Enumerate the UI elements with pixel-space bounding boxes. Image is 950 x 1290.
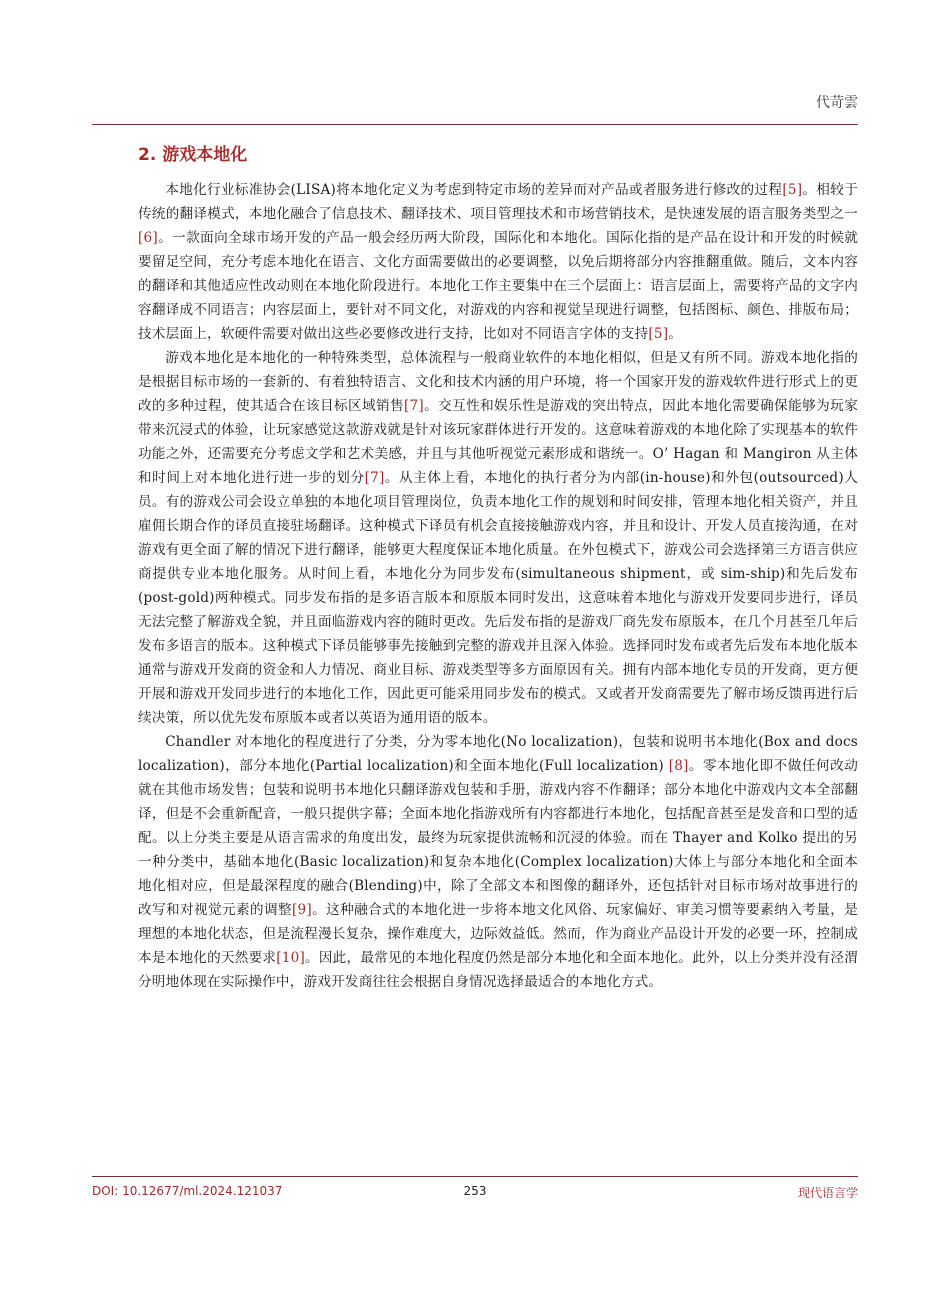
citation-link[interactable]: [5] bbox=[782, 182, 803, 198]
section-heading bbox=[138, 140, 247, 165]
text-run: Chandler 对本地化的程度进行了分类，分为零本地化(No localization)，包装和说明书本地化(Box and docs localization)，部分本地化(Partial localization)和全面本地化(Full localization) bbox=[138, 734, 858, 774]
section-title: 游戏本地化 bbox=[162, 145, 248, 165]
text-run: 。交互性和娱乐性是游戏的突出特点，因此本地化需要确保能够为玩家带来沉浸式的体验，让玩家感觉这款游戏就是针对该玩家群体进行开发的。这意味着游戏的本地化除了实现基本的软件功能之外，还需要充分考虑文学和艺术美感，并且与其他听视觉元素形成和谐统一。O’ Hagan 和 Mangiron 从主体和时间上对本地化进行进一步的划分 bbox=[138, 398, 858, 486]
paragraph bbox=[138, 730, 858, 994]
doi-link[interactable]: DOI: 10.12677/ml.2024.121037 bbox=[92, 1184, 283, 1198]
footer-rule bbox=[92, 1176, 858, 1177]
citation-link[interactable]: [10] bbox=[276, 950, 305, 966]
page-number: 253 bbox=[463, 1184, 487, 1198]
header-rule bbox=[92, 124, 858, 125]
journal-name[interactable]: 现代语言学 bbox=[797, 1186, 858, 1200]
citation-link[interactable]: [9] bbox=[292, 902, 312, 918]
text-run: 。 bbox=[668, 326, 683, 342]
citation-link[interactable]: [8] bbox=[668, 758, 689, 774]
paragraph bbox=[138, 346, 858, 730]
citation-link[interactable]: [7] bbox=[404, 398, 424, 414]
text-run: 本地化行业标准协会(LISA)将本地化定义为考虑到特定市场的差异而对产品或者服务进行修改的过程 bbox=[165, 182, 783, 198]
author-name: 代苛雲 bbox=[816, 95, 858, 111]
text-run: 。这种融合式的本地化进一步将本地文化风俗、玩家偏好、审美习惯等要素纳入考量，是理想的本地化状态，但是流程漫长复杂，操作难度大，边际效益低。然而，作为商业产品设计开发的必要一环，控制成本是本地化的天然要求 bbox=[138, 902, 858, 966]
citation-link[interactable]: [5] bbox=[648, 326, 669, 342]
section-number: 2. bbox=[138, 145, 157, 165]
text-run: 。零本地化即不做任何改动就在其他市场发售；包装和说明书本地化只翻译游戏包装和手册，游戏内容不作翻译；部分本地化中游戏内文本全部翻译，但是不会重新配音，一般只提供字幕；全面本地化指游戏所有内容都进行本地化，包括配音甚至是发音和口型的适配。以上分类主要是从语言需求的角度出发，最终为玩家提供流畅和沉浸的体验。而在 Thayer and Kolko 提出的另一种分类中，基础本地化(Basic localization)和复杂本地化(Complex localization)大体上与部分本地化和全面本地化相对应，但是最深程度的融合(Blending)中，除了全部文本和图像的翻译外，还包括针对目标市场对故事进行的改写和对视觉元素的调整 bbox=[138, 758, 858, 918]
text-run: 游戏本地化是本地化的一种特殊类型，总体流程与一般商业软件的本地化相似，但是又有所不同。游戏本地化指的是根据目标市场的一套新的、有着独特语言、文化和技术内涵的用户环境，将一个国家开发的游戏软件进行形式上的更改的多种过程，使其适合在该目标区域销售 bbox=[138, 350, 858, 414]
text-run: 。一款面向全球市场开发的产品一般会经历两大阶段，国际化和本地化。国际化指的是产品在设计和开发的时候就要留足空间，充分考虑本地化在语言、文化方面需要做出的必要调整，以免后期将部分内容推翻重做。随后，文本内容的翻译和其他适应性改动则在本地化阶段进行。本地化工作主要集中在三个层面上：语言层面上，需要将产品的文字内容翻译成不同语言；内容层面上，要针对不同文化，对游戏的内容和视觉呈现进行调整，包括图标、颜色、排版布局；技术层面上，软硬件需要对做出这些必要修改进行支持，比如对不同语言字体的支持 bbox=[138, 230, 858, 342]
text-run: 。从主体上看，本地化的执行者分为内部(in-house)和外包(outsourced)人员。有的游戏公司会设立单独的本地化项目管理岗位，负责本地化工作的规划和时间安排，管理本地化相关资产，并且雇佣长期合作的译员直接驻场翻译。这种模式下译员有机会直接接触游戏内容，并且和设计、开发人员直接沟通，在对游戏有更全面了解的情况下进行翻译，能够更大程度保证本地化质量。在外包模式下，游戏公司会选择第三方语言供应商提供专业本地化服务。从时间上看，本地化分为同步发布(simultaneous shipment，或 sim-ship)和先后发布(post-gold)两种模式。同步发布指的是多语言版本和原版本同时发出，这意味着本地化与游戏开发要同步进行，译员无法完整了解游戏全貌，并且面临游戏内容的随时更改。先后发布指的是游戏厂商先发布原版本，在几个月甚至几年后发布多语言的版本。这种模式下译员能够事先接触到完整的游戏并且深入体验。选择同时发布或者先后发布本地化版本通常与游戏开发商的资金和人力情况、商业目标、游戏类型等多方面原因有关。拥有内部本地化专员的开发商，更方便开展和游戏开发同步进行的本地化工作，因此更可能采用同步发布的模式。又或者开发商需要先了解市场反馈再进行后续决策，所以优先发布原版本或者以英语为通用语的版本。 bbox=[138, 470, 858, 726]
body-text bbox=[138, 178, 858, 994]
text-run: 。因此，最常见的本地化程度仍然是部分本地化和全面本地化。此外，以上分类并没有泾渭分明地体现在实际操作中，游戏开发商往往会根据自身情况选择最适合的本地化方式。 bbox=[138, 950, 859, 990]
citation-link[interactable]: [6] bbox=[138, 230, 158, 246]
text-run: 。相较于传统的翻译模式，本地化融合了信息技术、翻译技术、项目管理技术和市场营销技术，是快速发展的语言服务类型之一 bbox=[138, 182, 858, 222]
citation-link[interactable]: [7] bbox=[364, 470, 385, 486]
paragraph bbox=[138, 178, 858, 346]
